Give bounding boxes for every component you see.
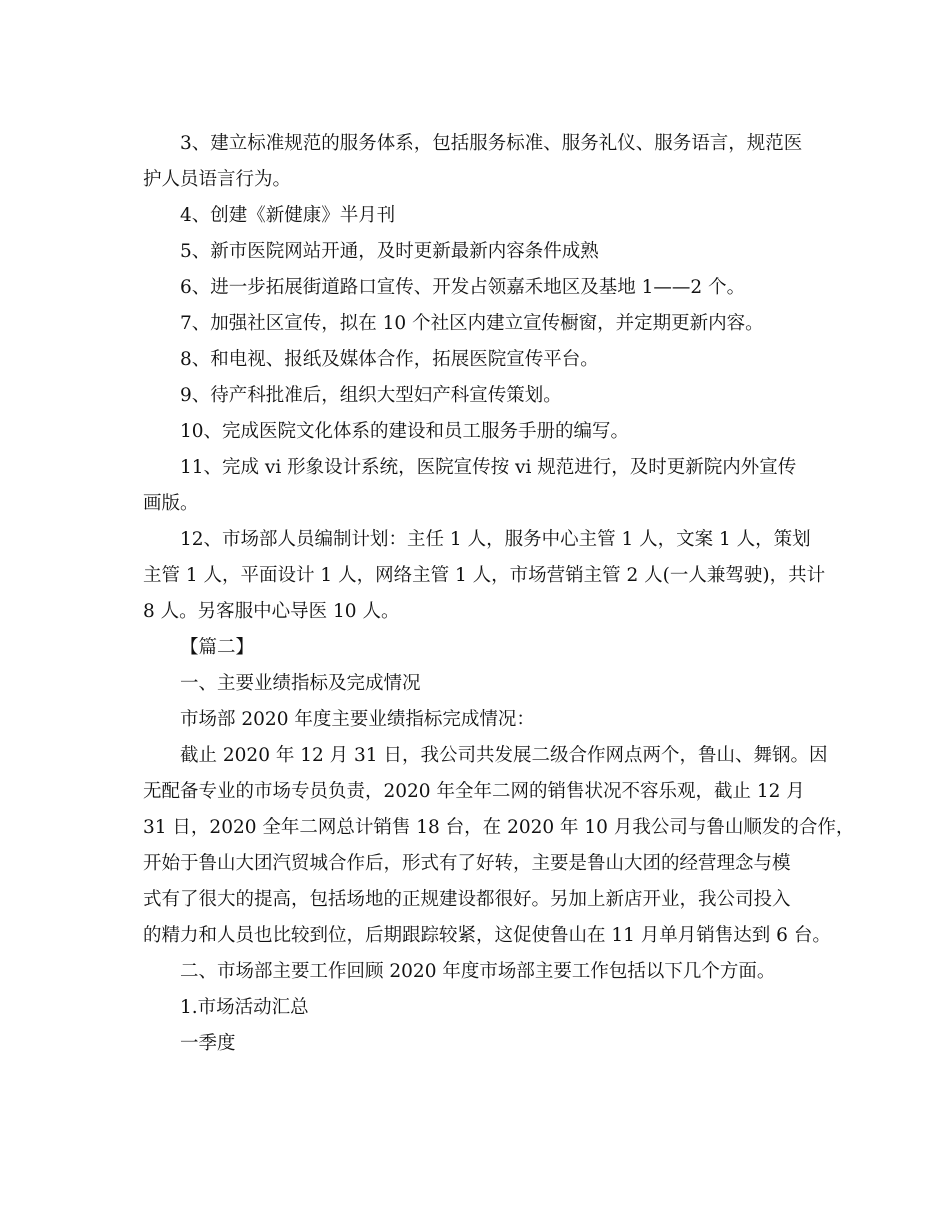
section-heading: 【篇二】 (180, 637, 255, 658)
text-line: 11、完成 vi 形象设计系统，医院宣传按 vi 规范进行，及时更新院内外宣传 (180, 457, 797, 478)
text-line: 4、创建《新健康》半月刊 (180, 205, 396, 226)
text-line: 无配备专业的市场专员负责，2020 年全年二网的销售状况不容乐观，截止 12 月 (143, 781, 805, 802)
text-line: 主管 1 人，平面设计 1 人，网络主管 1 人，市场营销主管 2 人(一人兼驾驶)，共计 (143, 565, 826, 586)
text-line: 6、进一步拓展街道路口宣传、开发占领嘉禾地区及基地 1——2 个。 (180, 277, 746, 298)
section-heading: 一、主要业绩指标及完成情况 (180, 673, 421, 694)
text-line: 3、建立标准规范的服务体系，包括服务标准、服务礼仪、服务语言，规范医 (180, 133, 803, 154)
text-line: 开始于鲁山大团汽贸城合作后，形式有了好转，主要是鲁山大团的经营理念与模 (143, 853, 791, 874)
text-line: 8、和电视、报纸及媒体合作，拓展医院宣传平台。 (180, 349, 599, 370)
text-line: 式有了很大的提高，包括场地的正规建设都很好。另加上新店开业，我公司投入 (143, 889, 791, 910)
text-line: 市场部 2020 年度主要业绩指标完成情况： (180, 709, 535, 730)
section-heading: 一季度 (180, 1033, 236, 1054)
text-line: 的精力和人员也比较到位，后期跟踪较紧，这促使鲁山在 11 月单月销售达到 6 台。 (143, 925, 831, 946)
text-line: 截止 2020 年 12 月 31 日，我公司共发展二级合作网点两个，鲁山、舞钢。因 (180, 745, 828, 766)
text-line: 12、市场部人员编制计划：主任 1 人，服务中心主管 1 人，文案 1 人，策划 (180, 529, 811, 550)
text-line: 8 人。另客服中心导医 10 人。 (143, 601, 400, 622)
text-line: 10、完成医院文化体系的建设和员工服务手册的编写。 (180, 421, 630, 442)
text-line: 31 日，2020 全年二网总计销售 18 台，在 2020 年 10 月我公司与鲁山顺发的合作， (143, 817, 855, 838)
text-line: 7、加强社区宣传，拟在 10 个社区内建立宣传橱窗，并定期更新内容。 (180, 313, 764, 334)
text-line: 5、新市医院网站开通，及时更新最新内容条件成熟 (180, 241, 599, 262)
document-body (143, 126, 855, 1062)
text-line: 9、待产科批准后，组织大型妇产科宣传策划。 (180, 385, 562, 406)
section-heading: 1.市场活动汇总 (180, 997, 309, 1018)
section-heading: 二、市场部主要工作回顾 2020 年度市场部主要工作包括以下几个方面。 (180, 961, 776, 982)
text-line: 护人员语言行为。 (143, 169, 292, 190)
text-line: 画版。 (143, 493, 199, 514)
